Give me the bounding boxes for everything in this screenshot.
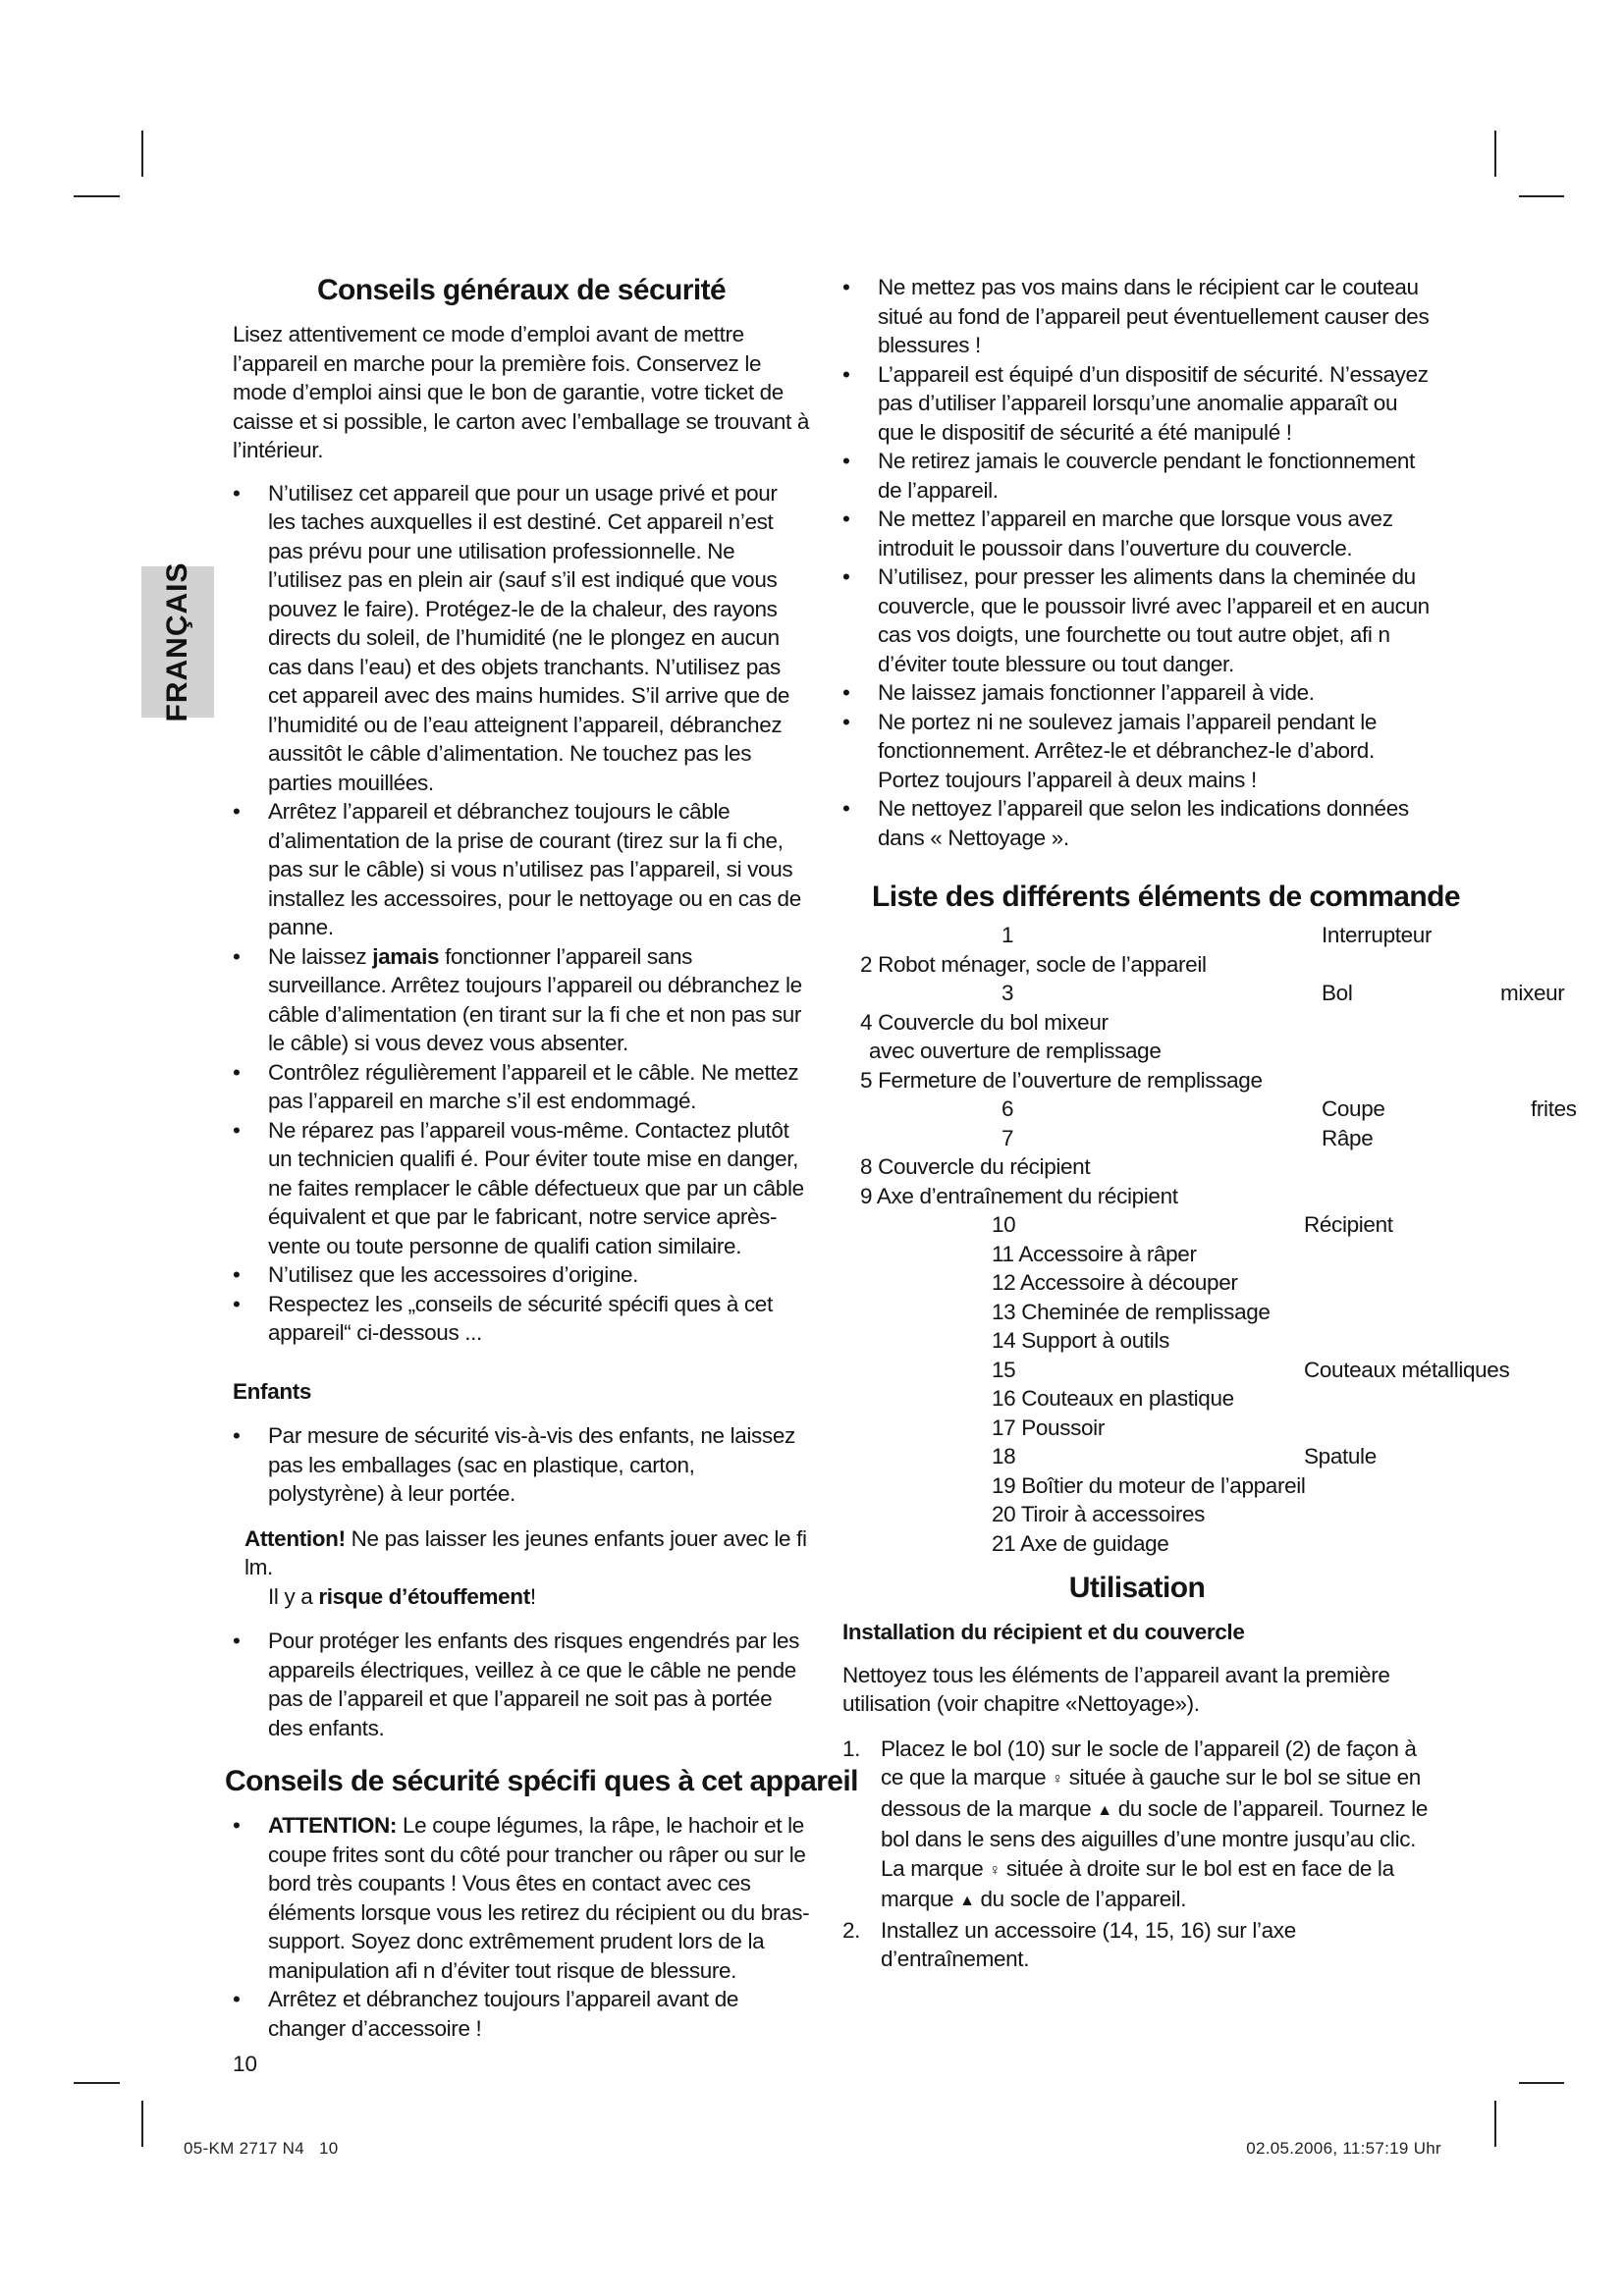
bullet-emphasis: jamais	[372, 943, 440, 969]
footer-file-id: 05-KM 2717 N4 10	[184, 2139, 339, 2158]
list-item: • Arrêtez et débranchez toujours l’appareil avant de changer d’accessoire !	[233, 1985, 810, 2043]
list-item: • L’appareil est équipé d’un dispositif de sécurité. N’essayez pas d’utiliser l’appareil lorsqu’une anomalie apparaît ou que le dispositif de sécurité a été manipulé !	[842, 360, 1432, 448]
triangle-marker-icon: ▲	[1097, 1801, 1112, 1819]
part-item: avec ouverture de remplissage	[869, 1039, 1162, 1063]
list-item: • Ne mettez pas vos mains dans le récipient car le couteau situé au fond de l’appareil peut éventuellement causer des blessures !	[842, 273, 1432, 360]
parts-list	[842, 921, 1577, 1569]
crop-mark-bottom-right-v	[1494, 2101, 1496, 2147]
crop-mark-top-left-v	[141, 131, 143, 177]
list-item: • Arrêtez l’appareil et débranchez toujours le câble d’alimentation de la prise de courant (tirez sur la fi che, pas sur le câble) si vous n’utilisez pas l’appareil, si vous installez les accessoires, pour le nettoyage ou en cas de panne.	[233, 797, 810, 942]
intro-paragraph: Lisez attentivement ce mode d’emploi avant de mettre l’appareil en marche pour la première fois. Conservez le mode d’emploi ainsi que le bon de garantie, votre ticket de caisse et si possible, le carton avec l’emballage se trouvant à l’intérieur.	[233, 322, 810, 462]
part-label: Bol	[1322, 981, 1353, 1005]
attention-note	[244, 1524, 810, 1612]
step-text: Installez un accessoire (14, 15, 16) sur l’axe d’entraînement.	[881, 1917, 1296, 1971]
part-item: 19 Boîtier du moteur de l’appareil	[992, 1472, 1306, 1498]
bullet-text: Le coupe légumes, la râpe, le hachoir et le coupe frites sont du côté pour trancher ou râper ou sur le bord très coupants ! Vous êtes en contact avec ces éléments lorsque vous les retirez du récipient ou du bras-support. Soyez donc extrêmement prudent lors de la manipulation afi n d’éviter tout risque de blessure.	[268, 1813, 810, 1983]
part-item: 5 Fermeture de l’ouverture de remplissage	[860, 1067, 1263, 1093]
part-label: Râpe	[1322, 1125, 1374, 1150]
left-column	[225, 273, 858, 2043]
list-item: • Ne nettoyez l’appareil que selon les indications données dans « Nettoyage ».	[842, 794, 1432, 852]
part-number: 6	[1001, 1096, 1014, 1121]
specific-safety-list-continued	[842, 273, 1432, 852]
part-number: 1	[1001, 923, 1014, 947]
crop-mark-bottom-left-v	[141, 2101, 143, 2147]
crop-mark-bottom-right-h	[1519, 2082, 1564, 2084]
list-item: • Ne portez ni ne soulevez jamais l’appareil pendant le fonctionnement. Arrêtez-le et débranchez-le d’abord. Portez toujours l’appareil à deux mains !	[842, 708, 1432, 795]
install-heading: Installation du récipient et du couvercle	[842, 1620, 1245, 1644]
bullet-text: fonctionner l’appareil sans surveillance. Arrêtez toujours l’appareil ou débranchez le câble d’alimentation (en tirant sur la fi che et non pas sur le câble) si vous devez vous absenter.	[268, 943, 802, 1055]
section-title-specific-safety: Conseils de sécurité spécifi ques à cet appareil	[225, 1765, 858, 1797]
language-tab	[141, 561, 214, 722]
part-label: Couteaux métalliques	[1304, 1357, 1510, 1382]
triangle-marker-icon: ▲	[959, 1893, 975, 1909]
list-item: • Ne laissez jamais fonctionner l’appareil à vide.	[842, 678, 1432, 708]
children-heading: Enfants	[233, 1378, 312, 1404]
part-label: Interrupteur	[1322, 923, 1433, 947]
part-number: 3	[1001, 981, 1014, 1005]
crop-mark-bottom-left-h	[74, 2082, 120, 2084]
specific-safety-list	[233, 1811, 810, 2043]
part-item: 9 Axe d’entraînement du récipient	[860, 1183, 1178, 1208]
part-label: frites	[1531, 1096, 1577, 1121]
list-item: • N’utilisez, pour presser les aliments dans la cheminée du couvercle, que le poussoir livré avec l’appareil et en aucun cas vos doigts, une fourchette ou tout autre objet, afi n d’éviter toute blessure ou tout danger.	[842, 562, 1432, 678]
part-label: Spatule	[1304, 1444, 1377, 1468]
step-item	[842, 1916, 1432, 1974]
step-text: située à gauche sur le bol se situe en dessous de la marque	[881, 1765, 1421, 1821]
step-number: 1.	[842, 1735, 861, 1761]
language-label: FRANÇAIS	[161, 561, 193, 722]
part-item: 17 Poussoir	[992, 1415, 1105, 1440]
section-title-parts-list: Liste des différents éléments de commande	[872, 881, 1460, 913]
crop-mark-top-right-v	[1494, 131, 1496, 177]
right-column	[842, 273, 1577, 1974]
children-list	[233, 1421, 810, 1509]
bowl-marker-icon: ♀	[1052, 1771, 1063, 1788]
bullet-text: Ne laissez	[268, 943, 367, 969]
install-steps	[842, 1735, 1432, 1974]
list-item: • Contrôlez régulièrement l’appareil et le câble. Ne mettez pas l’appareil en marche s’il est endommagé.	[233, 1058, 810, 1116]
part-item: 2 Robot ménager, socle de l’appareil	[860, 951, 1207, 977]
part-label: mixeur	[1500, 981, 1565, 1005]
footer-timestamp: 02.05.2006, 11:57:19 Uhr	[1246, 2139, 1441, 2158]
crop-mark-top-left-h	[74, 195, 120, 197]
list-item: • Ne retirez jamais le couvercle pendant le fonctionnement de l’appareil.	[842, 447, 1432, 505]
step-text: du socle de l’appareil. Tournez le bol dans le sens des aiguilles d’une montre jusqu’au clic. La marque	[881, 1795, 1429, 1881]
list-item: • Par mesure de sécurité vis-à-vis des enfants, ne laissez pas les emballages (sac en plastique, carton, polystyrène) à leur portée.	[233, 1421, 810, 1509]
part-item: 21 Axe de guidage	[992, 1530, 1169, 1556]
crop-mark-top-right-h	[1519, 195, 1564, 197]
list-item: • N’utilisez que les accessoires d’origine.	[233, 1260, 810, 1290]
list-item: • Ne réparez pas l’appareil vous-même. Contactez plutôt un technicien qualifi é. Pour éviter toute mise en danger, ne faites remplacer le câble défectueux que par un câble équivalent et que par le fabricant, notre service après-vente ou toute personne de qualifi cation similaire.	[233, 1116, 810, 1261]
part-number: 15	[992, 1357, 1016, 1382]
install-intro: Nettoyez tous les éléments de l’appareil avant la première utilisation (voir chapitre «Nettoyage»).	[842, 1662, 1390, 1716]
part-label: Récipient	[1304, 1212, 1393, 1237]
step-number: 2.	[842, 1917, 861, 1943]
attention-label: Attention!	[244, 1525, 346, 1551]
step-text: Placez le bol (10) sur le socle de l’appareil (2) de façon à ce que la marque	[881, 1735, 1417, 1789]
part-item: 4 Couvercle du bol mixeur	[860, 1009, 1109, 1035]
list-item: • Ne mettez l’appareil en marche que lorsque vous avez introduit le poussoir dans l’ouverture du couvercle.	[842, 505, 1432, 562]
section-title-usage: Utilisation	[1068, 1572, 1206, 1604]
risk-emphasis: risque d’étouffement	[318, 1583, 530, 1609]
part-number: 10	[992, 1212, 1016, 1237]
part-number: 18	[992, 1444, 1016, 1468]
list-item	[233, 942, 810, 1058]
part-item: 20 Tiroir à accessoires	[992, 1502, 1206, 1526]
part-item: 8 Couvercle du récipient	[860, 1154, 1091, 1179]
general-safety-list	[233, 479, 810, 1348]
part-label: Coupe	[1322, 1096, 1385, 1121]
risk-line	[244, 1582, 810, 1612]
step-text: située à droite sur le bol est en face de la marque	[881, 1855, 1394, 1911]
part-item: 12 Accessoire à découper	[992, 1270, 1238, 1295]
list-item	[233, 1811, 810, 1985]
bowl-marker-icon: ♀	[989, 1861, 1001, 1879]
part-item: 16 Couteaux en plastique	[992, 1386, 1234, 1411]
step-item	[842, 1735, 1432, 1916]
part-item: 11 Accessoire à râper	[992, 1241, 1197, 1266]
risk-suffix: !	[529, 1583, 536, 1609]
part-item: 13 Cheminée de remplissage	[992, 1299, 1271, 1324]
part-number: 7	[1001, 1125, 1014, 1150]
page-number: 10	[233, 2052, 258, 2076]
list-item: • N’utilisez cet appareil que pour un usage privé et pour les taches auxquelles il est destiné. Cet appareil n’est pas prévu pour une utilisation professionnelle. Ne l’utilisez pas en plein air (sauf s’il est indiqué que vous pouvez le faire). Protégez-le de la chaleur, des rayons directs du soleil, de l’humidité (ne le plongez en aucun cas dans l’eau) et des objets tranchants. N’utilisez pas cet appareil avec des mains humides. S’il arrive que de l’humidité ou de l’eau atteignent l’appareil, débranchez aussitôt le câble d’alimentation. Ne touchez pas les parties mouillées.	[233, 479, 810, 798]
section-title-general-safety: Conseils généraux de sécurité	[316, 274, 727, 306]
list-item: • Pour protéger les enfants des risques engendrés par les appareils électriques, veillez à ce que le câble ne pende pas de l’appareil et que l’appareil ne soit pas à portée des enfants.	[233, 1627, 810, 1742]
step-text: du socle de l’appareil.	[980, 1887, 1187, 1911]
attention-emphasis: ATTENTION:	[268, 1813, 398, 1838]
attention-line	[244, 1524, 810, 1582]
children-list-2	[233, 1627, 810, 1742]
list-item: • Respectez les „conseils de sécurité spécifi ques à cet appareil“ ci-dessous ...	[233, 1290, 810, 1348]
risk-text: Il y a	[268, 1583, 313, 1609]
part-item: 14 Support à outils	[992, 1328, 1169, 1353]
attention-text: Ne pas laisser les jeunes enfants jouer avec le fi lm.	[244, 1525, 807, 1579]
